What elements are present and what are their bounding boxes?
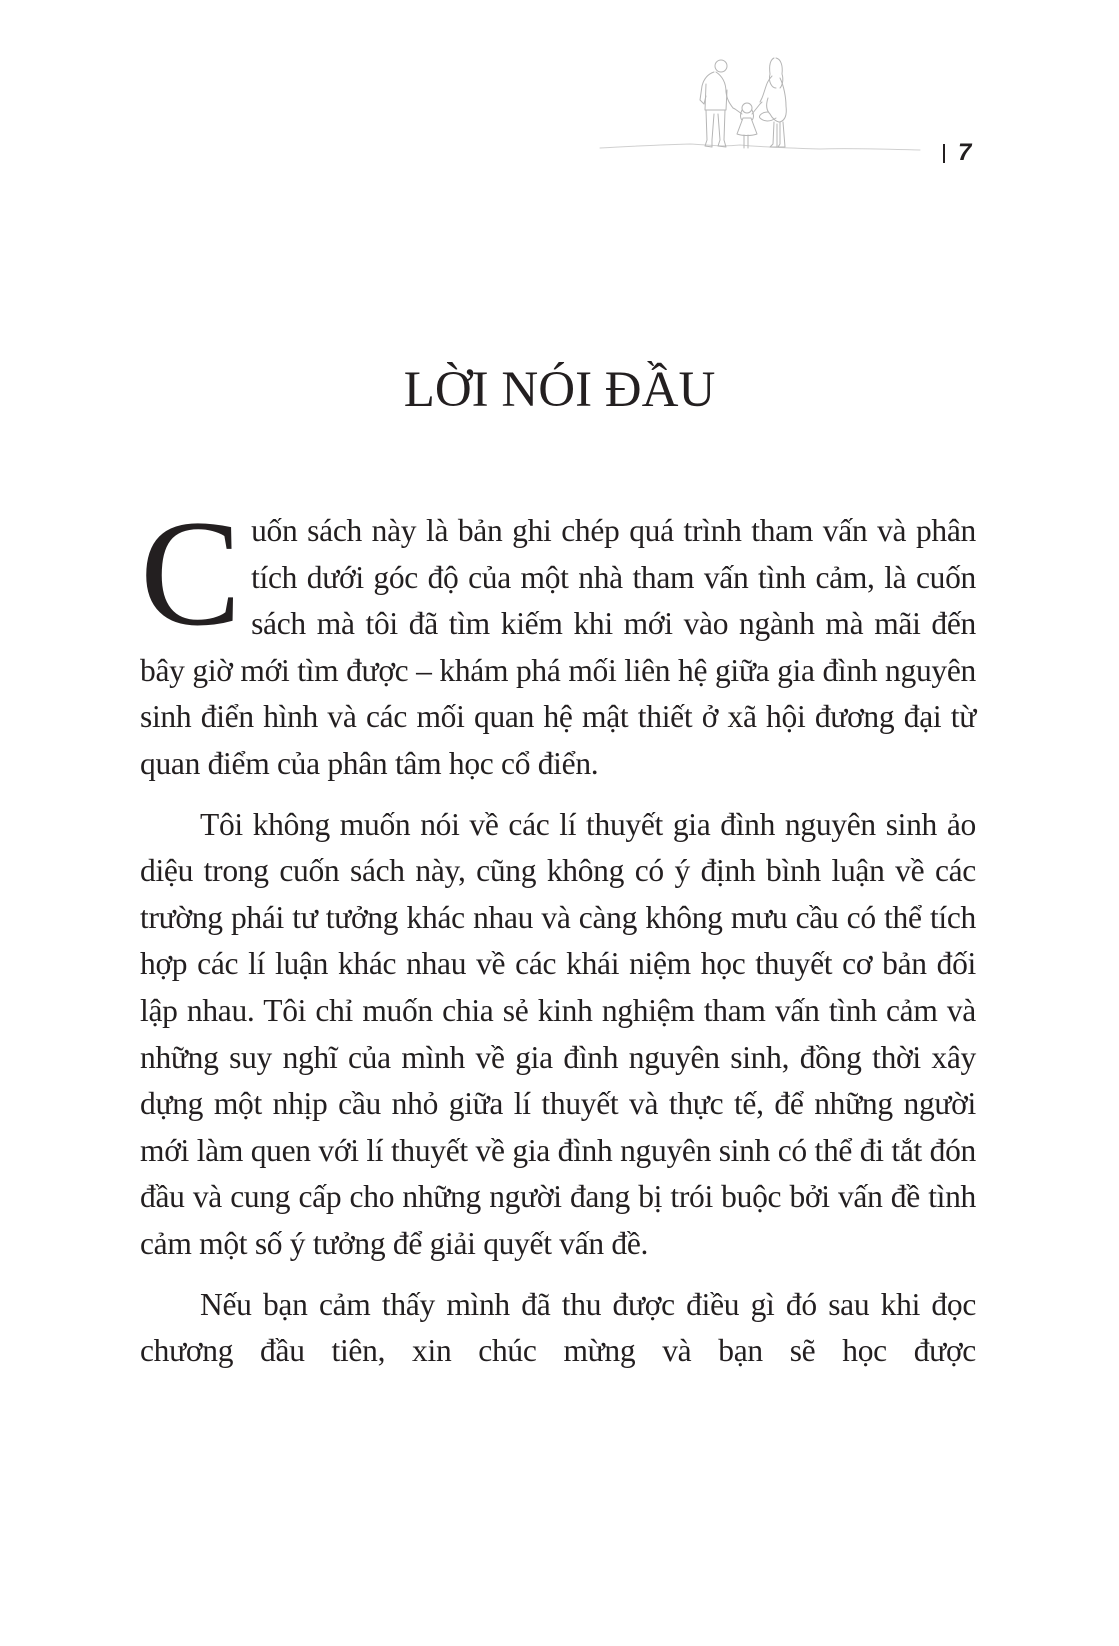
paragraph-2: Tôi không muốn nói về các lí thuyết gia đình nguyên sinh ảo diệu trong cuốn sách này, cũng không có ý định bình luận về các trường phái tư tưởng khác nhau và càng không mưu cầu có thể tích hợp các lí luận khác nhau về các khái niệm học thuyết cơ bản đối lập nhau. Tôi chỉ muốn chia sẻ kinh nghiệm tham vấn tình cảm và những suy nghĩ của mình về gia đình nguyên sinh, đồng thời xây dựng một nhịp cầu nhỏ giữa lí thuyết và thực tế, để những người mới làm quen với lí thuyết về gia đình nguyên sinh có thể đi tắt đón đầu và cung cấp cho những người đang bị trói buộc bởi vấn đề tình cảm một số ý tưởng để giải quyết vấn đề. — [140, 806, 976, 1261]
paragraph-1-text: uốn sách này là bản ghi chép quá trình tham vấn và phân tích dưới góc độ của một nhà tham vấn tình cảm, là cuốn sách mà tôi đã tìm kiếm khi mới vào ngành mà mãi đến bây giờ mới tìm được – khám phá mối liên hệ giữa gia đình nguyên sinh điển hình và các mối quan hệ mật thiết ở xã hội đương đại từ quan điểm của phân tâm học cổ điển. — [140, 513, 976, 781]
page-number: 7 — [958, 139, 972, 166]
drop-cap: C — [140, 489, 242, 657]
body-text — [140, 489, 976, 1375]
paragraph-1 — [140, 489, 976, 788]
page-number-block — [943, 140, 971, 166]
family-illustration-icon — [590, 52, 930, 162]
paragraph-3: Nếu bạn cảm thấy mình đã thu được điều gì đó sau khi đọc chương đầu tiên, xin chúc mừng và bạn sẽ học được — [140, 1286, 976, 1369]
page-number-divider — [943, 144, 945, 163]
chapter-title: LỜI NÓI ĐẦU — [403, 362, 716, 418]
